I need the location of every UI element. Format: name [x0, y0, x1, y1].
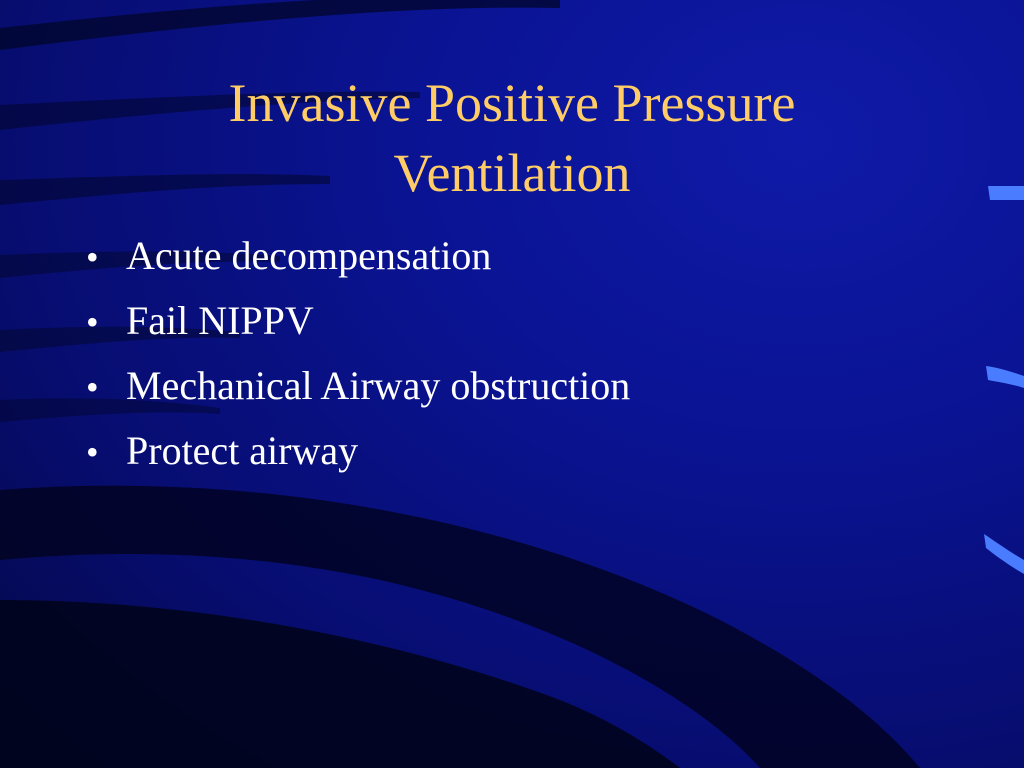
slide-title-line-1: Invasive Positive Pressure	[228, 73, 796, 133]
bullet-text: Acute decompensation	[126, 233, 492, 278]
bullet-text: Fail NIPPV	[126, 298, 314, 343]
slide-title	[112, 68, 912, 208]
bullet-marker: •	[86, 237, 99, 277]
bullet-marker: •	[86, 432, 99, 472]
bullet-item	[86, 297, 946, 362]
bullet-item	[86, 362, 946, 427]
bullet-marker: •	[86, 302, 99, 342]
bullet-text: Mechanical Airway obstruction	[126, 363, 631, 408]
bullet-list	[86, 232, 946, 492]
bullet-item	[86, 232, 946, 297]
bullet-text: Protect airway	[126, 428, 359, 473]
slide-title-line-2: Ventilation	[393, 143, 631, 203]
bullet-item	[86, 427, 946, 492]
bullet-marker: •	[86, 367, 99, 407]
